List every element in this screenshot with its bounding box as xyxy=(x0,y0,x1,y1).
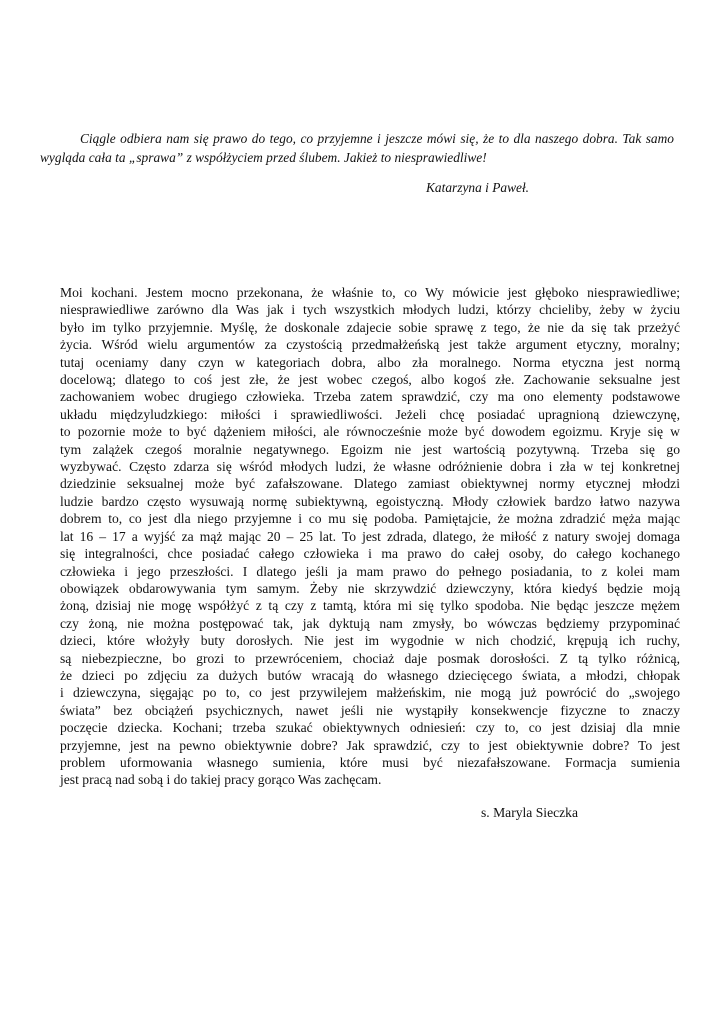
response-line: życia. Wśród wielu argumentów za czystością przedmałżeńską jest także argument etyczny, moralny; xyxy=(60,337,680,353)
response-line: ludzie bardzo często wysuwają normę subiektywną, egoistyczną. Młody człowiek bardzo łatwo nazywa xyxy=(60,493,680,509)
reader-letter xyxy=(40,129,674,197)
response-signature: s. Maryla Sieczka xyxy=(481,805,579,820)
response-line: docelową; dlatego to coś jest złe, że jest wobec czegoś, albo kogoś złe. Zachowanie seksualne jest xyxy=(60,372,680,388)
response-line: układu międzyludzkiego: miłości i sprawiedliwości. Jeżeli chcę posiadać upragnioną dziewczynę, xyxy=(60,406,680,422)
response-line: i dziewczyna, sięgając po to, co jest przywilejem małżeńskim, nie mogą już powrócić do „swojego xyxy=(60,685,680,701)
response-line: że dzieci po zdjęciu za dużych butów wracają do własnego dziecięcego świata, a młodzi, chłopak xyxy=(60,667,680,683)
response-line: czy żoną, nie można postępować tak, jak dyktują nam zmysły, bo wówczas będziemy przypominać xyxy=(60,615,680,631)
response-line: poczęcie dziecka. Kochani; trzeba szukać obiektywnych odniesień: czy to, co jest dzisiaj dla mnie xyxy=(60,720,680,736)
response-line: tym zalążek czegoś moralnie negatywnego. Egoizm nie jest wartością pozytywną. Trzeba się go xyxy=(60,441,680,457)
response-line: dzieci, które włożyły buty dorosłych. Nie jest im wygodnie w nich chodzić, krępują ich ruchy, xyxy=(60,633,680,649)
response-line: dziedzinie seksualnej może być zafałszowane. Dlatego zamiast obiektywnej normy etycznej młodzi xyxy=(60,476,680,492)
response-line: wyzbywać. Często zdarza się wśród młodych ludzi, że własne odróżnienie dobra i zła w tej konkretnej xyxy=(60,459,680,475)
response-line: człowieka i jego przeszłości. I dlatego jeśli ja mam prawo do pełnego posiadania, to z kolei mam xyxy=(60,563,680,579)
response-line: się integralności, chce posiadać całego człowieka i ma prawo do całej osoby, do całego kochanego xyxy=(60,546,680,562)
response-line: żoną, dzisiaj nie mogę współżyć z tą czy z tamtą, która mi się tylko spodoba. Nie będąc jeszcze mężem xyxy=(60,598,680,614)
response-line: niesprawiedliwe zarówno dla Was jak i tych wszystkich młodych ludzi, którzy chcieliby, żeby w życiu xyxy=(60,302,680,318)
response-line: to pozornie może to być dążeniem miłości, ale równocześnie może być dowodem egoizmu. Kryje się w xyxy=(60,424,680,440)
response-line: zachowaniem wobec drugiego człowieka. Trzeba zatem sprawdzić, czy ma ono elementy podstawowe xyxy=(60,389,680,405)
response-line: świata” bez obciążeń psychicznych, nawet jeśli nie wystąpiły konsekwencje fizyczne to znaczy xyxy=(60,702,680,718)
response-line: dobrem to, co jest dla niego przyjemne i co mu się podoba. Pamiętajcie, że można zdradzić męża mając xyxy=(60,511,680,527)
response-line: obowiązek obdarowywania tym samym. Żeby nie skrzywdzić dziewczyny, która kiedyś będzie moją xyxy=(60,580,680,596)
letter-text: Ciągle odbiera nam się prawo do tego, co przyjemne i jeszcze mówi się, że to dla naszego dobra. Tak samo wygląda cała ta „sprawa” z współżyciem przed ślubem. Jakież to niesprawiedliwe! xyxy=(40,131,674,165)
response-line: przyjemne, jest na pewno obiektywnie dobre? Jak sprawdzić, czy to jest obiektywnie dobre? To jest xyxy=(60,737,680,753)
response-line: lat 16 – 17 a wyjść za mąż mając 20 – 25 lat. To jest zdrada, dlatego, że miłość z natury swojej domaga xyxy=(60,528,680,544)
response-line: Moi kochani. Jestem mocno przekonana, że właśnie to, co Wy mówicie jest głęboko niesprawiedliwe; xyxy=(60,285,680,300)
response-line: było im tylko przyjemnie. Myślę, że doskonale zdajecie sobie sprawę z tego, że nie da się tak przeżyć xyxy=(60,319,680,335)
response-line: tutaj oceniamy dany czyn w kategoriach dobra, albo zła moralnego. Norma etyczna jest normą xyxy=(60,354,680,370)
response-line: są niebezpieczne, bo grozi to przewróceniem, chociaż daje posmak dorosłości. Z tą tylko różnicą, xyxy=(60,650,680,666)
response-line: jest pracą nad sobą i do takiej pracy gorąco Was zachęcam. xyxy=(60,772,382,788)
letter-signature: Katarzyna i Paweł. xyxy=(426,180,530,195)
response-text xyxy=(60,284,680,789)
response-line: problem uformowania własnego sumienia, które musi być niezafałszowane. Formacja sumienia xyxy=(60,754,680,770)
